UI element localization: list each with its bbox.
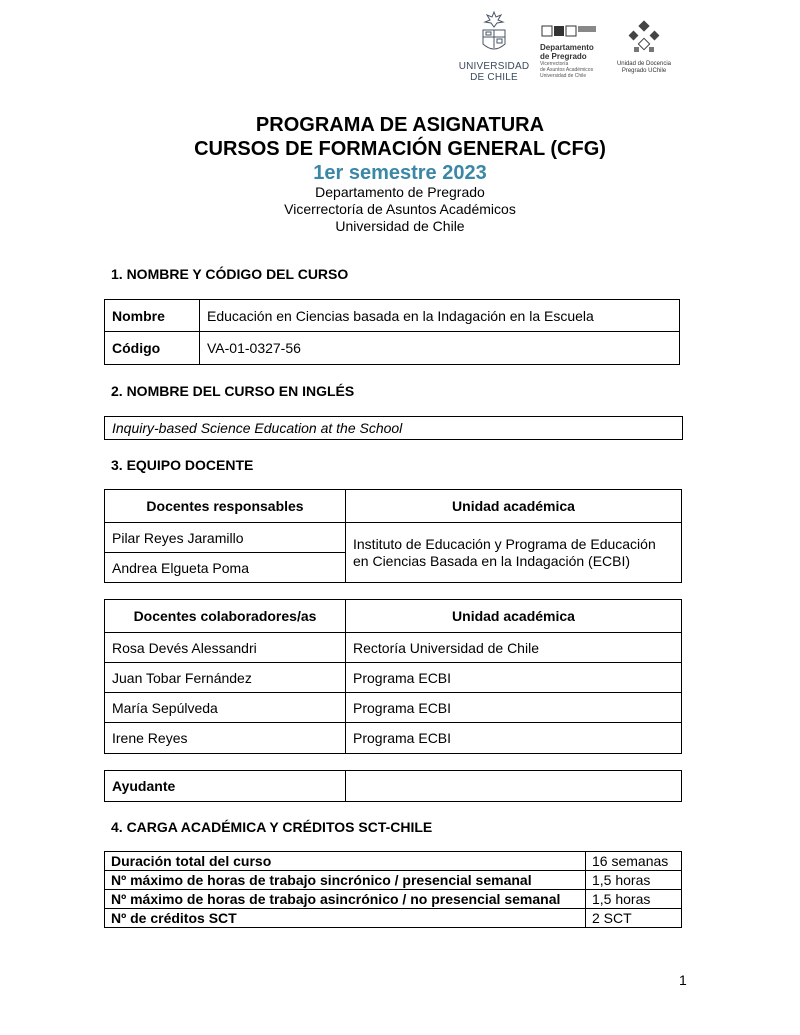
section-4-title: 4. CARGA ACADÉMICA Y CRÉDITOS SCT-CHILE	[111, 819, 433, 835]
title-line-2: CURSOS DE FORMACIÓN GENERAL (CFG)	[194, 138, 606, 160]
ayudante-table	[104, 770, 682, 802]
table-row	[105, 852, 682, 871]
departamento-mark-icon	[540, 20, 600, 38]
org-line-1: Departamento de Pregrado	[315, 184, 485, 200]
section-2-title: 2. NOMBRE DEL CURSO EN INGLÉS	[111, 383, 355, 399]
table-row	[105, 417, 683, 440]
unidad-docencia-logo	[612, 20, 676, 84]
colaborador-name: Juan Tobar Fernández	[105, 663, 346, 693]
table-row	[105, 771, 682, 802]
org-line-3: Universidad de Chile	[335, 218, 465, 234]
table-header-row	[105, 490, 682, 523]
name-value: Educación en Ciencias basada en la Indagación en la Escuela	[200, 300, 680, 332]
carga-label: Nº máximo de horas de trabajo asincrónico / no presencial semanal	[105, 890, 586, 909]
dp-sub-2: de Asuntos Académicos	[540, 67, 594, 73]
header-unidad: Unidad académica	[346, 490, 682, 523]
responsables-unit	[346, 523, 682, 583]
unit-line-2: en Ciencias Basada en la Indagación (ECBI)	[353, 552, 631, 569]
table-row	[105, 663, 682, 693]
colaborador-name: Rosa Devés Alessandri	[105, 633, 346, 663]
table-row	[105, 890, 682, 909]
logo-text-line-2: DE CHILE	[470, 72, 518, 83]
header-unidad: Unidad académica	[346, 600, 682, 633]
carga-value: 2 SCT	[586, 909, 682, 928]
header-colaboradores: Docentes colaboradores/as	[105, 600, 346, 633]
colaborador-unit: Programa ECBI	[346, 663, 682, 693]
english-name-table	[104, 416, 683, 440]
table-row	[105, 723, 682, 754]
table-row	[105, 633, 682, 663]
section-1-title: 1. NOMBRE Y CÓDIGO DEL CURSO	[111, 266, 349, 282]
course-name-table	[104, 299, 680, 365]
carga-value: 16 semanas	[586, 852, 682, 871]
colaborador-unit: Programa ECBI	[346, 693, 682, 723]
semester-title: 1er semestre 2023	[313, 162, 487, 184]
dp-title-2: de Pregrado	[540, 52, 587, 61]
table-row	[105, 332, 680, 365]
table-row	[105, 909, 682, 928]
code-label: Código	[105, 332, 200, 365]
carga-label: Nº máximo de horas de trabajo sincrónico / presencial semanal	[105, 871, 586, 890]
universidad-de-chile-logo	[455, 10, 533, 84]
table-header-row	[105, 600, 682, 633]
responsable-name: Andrea Elgueta Poma	[105, 553, 346, 583]
responsable-name: Pilar Reyes Jaramillo	[105, 523, 346, 553]
unidad-mark-icon	[626, 20, 662, 56]
table-row	[105, 871, 682, 890]
ayudante-value	[346, 771, 682, 802]
table-row	[105, 693, 682, 723]
dp-sub-3: Universidad de Chile	[540, 73, 587, 79]
table-row	[105, 300, 680, 332]
carga-value: 1,5 horas	[586, 871, 682, 890]
colaborador-unit: Programa ECBI	[346, 723, 682, 754]
unit-line-1: Instituto de Educación y Programa de Educación	[353, 535, 656, 552]
dp-sub-1: Vicerrectoría	[540, 61, 569, 67]
departamento-pregrado-logo	[540, 20, 612, 84]
colaborador-unit: Rectoría Universidad de Chile	[346, 633, 682, 663]
colaborador-name: María Sepúlveda	[105, 693, 346, 723]
carga-label: Nº de créditos SCT	[105, 909, 586, 928]
header-responsables: Docentes responsables	[105, 490, 346, 523]
carga-table	[104, 851, 682, 928]
section-3-title: 3. EQUIPO DOCENTE	[111, 457, 254, 473]
title-line-1: PROGRAMA DE ASIGNATURA	[255, 114, 545, 136]
responsables-table	[104, 489, 682, 583]
carga-label: Duración total del curso	[105, 852, 586, 871]
ud-text-2: Pregrado UChile	[621, 68, 667, 74]
code-value: VA-01-0327-56	[200, 332, 680, 365]
dp-title-1: Departamento	[540, 43, 594, 52]
colaboradores-table	[104, 599, 682, 754]
carga-value: 1,5 horas	[586, 890, 682, 909]
colaborador-name: Irene Reyes	[105, 723, 346, 754]
logo-text-line-1: UNIVERSIDAD	[458, 61, 530, 72]
org-line-2: Vicerrectoría de Asuntos Académicos	[284, 201, 516, 217]
name-label: Nombre	[105, 300, 200, 332]
page-number: 1	[679, 972, 687, 988]
table-row	[105, 523, 682, 553]
university-crest-icon	[479, 10, 509, 56]
english-name-value: Inquiry-based Science Education at the School	[105, 417, 683, 440]
ud-text-1: Unidad de Docencia	[616, 61, 672, 67]
ayudante-label: Ayudante	[105, 771, 346, 802]
